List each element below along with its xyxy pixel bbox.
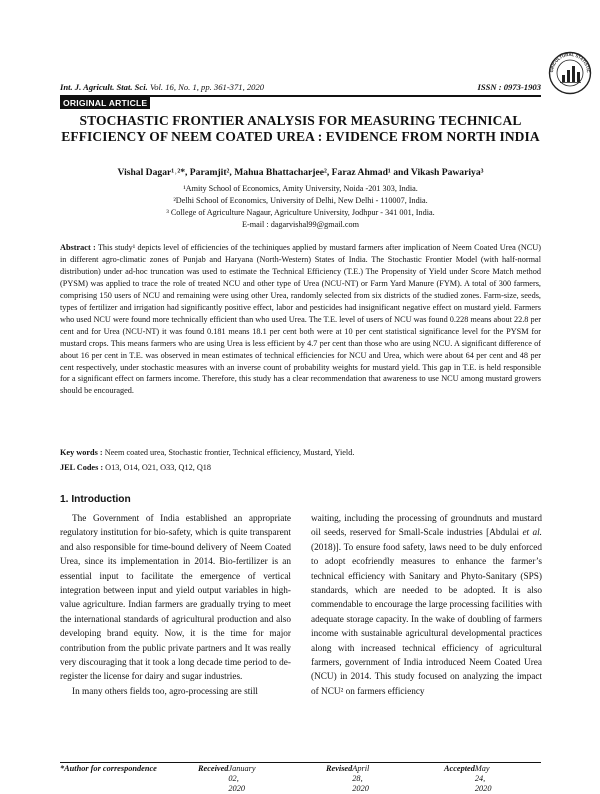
abstract (60, 242, 541, 397)
jel-label: JEL Codes : (60, 463, 104, 472)
body-column-left (60, 512, 291, 699)
received-label: Received (198, 764, 229, 773)
paragraph: The Government of India established an appropriate regulatory institution for bio-safety, which is quite transparent and also responsible for time-bound delivery of Neem Coated Ureа, since its implementation in 2014. Bio-fertilizer is an essential input to facilitate the emergence of vertical integration between input and yield output variables in high-value agriculture. Indian farmers are gradually trying to meet the international standards of agricultural production and also developing brand equity. Now, it is the time for major contribution from the public private partners and It was really very discouraging that it took a long decade time period to de-register the license for dairy and sugar industries. (60, 514, 291, 683)
correspondence-label: *Author for correspondence (60, 764, 157, 773)
seal-text: GRICULTURAL STATISTIC (548, 51, 592, 73)
journal-seal-icon (548, 51, 592, 95)
author-email: E-mail : dagarvishal99@gmail.com (242, 220, 359, 229)
revised-label: Revised (326, 764, 353, 773)
accepted-label: Accepted (444, 764, 475, 773)
paragraph-text: waiting, including the processing of groundnuts and mustard oil seeds, reserved for Small-Scale industries [Abdulai (311, 514, 542, 539)
footer-rule (60, 762, 541, 763)
accepted-date (444, 764, 492, 793)
author-list: Vishal Dagar¹˒²*, Paramjit², Mahua Bhattacharjee², Faraz Ahmad¹ and Vikash Pawariya³ (117, 167, 484, 178)
paragraph-text: (2018)]. To ensure food safety, laws need to be duly enforced to adopt ecofriendly measures to enhance the farmer’s technical efficiency with Sanitary and Phyto-Sanitary (SPS) standards, which are needed to be adopted. It is also commendable to encourage the large processing facilities with adequate storage capacity. In the wake of doubling of farmers income with sustainable agricultural developmental practices along with increased technical efficiency of agricultural farmers, government of India introduced Neem Coated Urea (NCU) in 2014. This study focused on analyzing the impact of NCU² on farmers efficiency (311, 542, 542, 697)
keywords-text: Neem coated urea, Stochastic frontier, Technical efficiency, Mustard, Yield. (102, 448, 355, 457)
title-line: STOCHASTIC FRONTIER ANALYSIS FOR MEASURING TECHNICAL (79, 113, 522, 128)
received-date (198, 764, 256, 793)
jel-text: O13, O14, O21, O33, Q12, Q18 (103, 463, 212, 472)
journal-name: Int. J. Agricult. Stat. Sci. (60, 82, 148, 92)
footer (60, 764, 541, 793)
running-header (60, 82, 541, 92)
abstract-text: This study¹ depicts level of efficiencies of the techiniques applied by mustard farmers after implication of Neem Coated Urea (NCU) in different agro-climatic zones of Punjab and Haryana (North-Western) States of India. The Stochastic Frontier Model (with half-normal distribution) under ad-hoc truncation was used to estimate the Technical Efficiency (T.E.) The Propensity of Yield under Score Match method (PYSM) was applied to trace the role of treated NCU and other type of Urea (NCU-NT) or Farm Yard Manure (FYM). A total of 300 farmers, comprising 150 users of NCU and remaining were using other Urea, randomly selected from six districts of the studied zones. Farm-size, seeds, types of fertilizer and irrigation had significantly positive effect, labor and pesticides had insignificant negative effect on mustard yield. Farmers who used NCU were found more technically efficient than who used Urea. The T.E. level of users of NCU was found 0.228 means about 22.8 per cent and for Urea (NCU-NT) it was found 0.181 means 18.1 per cent both were at 10 per cent statistical significance level for the PYSM for mustard crops. This means farmers who are using Urea is less efficient by 4.7 per cent than those who are using NCU. A significant difference of about 16 per cent in T.E. was observed in mean estimates of technical efficiencies for NCU and Urea, which were about 64 per cent and 48 per cent respectively, under stochastic measures with an inverse count of probability weights for mustard yield. This gap in T.E. is held responsible for a significant effect on farmers income. Therefore, this study has a clear recommendation that awareness to use NCU among mustard growers should be encouraged. (60, 243, 542, 396)
article-type-badge: ORIGINAL ARTICLE (60, 97, 150, 109)
keywords-label: Key words : (60, 448, 103, 457)
abstract-label: Abstract : (60, 243, 96, 252)
journal-volume: Vol. 16, No. 1, pp. 361-371, 2020 (149, 82, 265, 92)
paper-title (60, 113, 541, 145)
section-heading: 1. Introduction (60, 494, 131, 505)
svg-text:AGRICULTURAL STATISTICS (548, 51, 591, 73)
revised-value: April 28, 2020 (352, 764, 370, 793)
received-value: January 02, 2020 (228, 764, 256, 793)
keywords (60, 447, 541, 458)
paragraph (311, 512, 542, 699)
affiliation: ²Delhi School of Economics, University of Delhi, New Delhi - 110007, India. (173, 196, 428, 205)
revised-date (326, 764, 370, 793)
body-column-right (311, 512, 542, 699)
journal-citation (60, 82, 264, 92)
jel-codes (60, 462, 541, 473)
title-line: EFFICIENCY OF NEEM COATED UREA : EVIDENCE FROM NORTH INDIA (61, 129, 540, 144)
citation-etal: et al. (522, 528, 542, 539)
issn: ISSN : 0973-1903 (477, 82, 541, 92)
correspondence-note (60, 764, 157, 774)
paragraph: In many others fields too, agro-processing are still (72, 686, 258, 697)
affiliation: ¹Amity School of Economics, Amity University, Noida -201 303, India. (183, 184, 418, 193)
accepted-value: May 24, 2020 (474, 764, 492, 793)
affiliation: ³ College of Agriculture Nagaur, Agriculture University, Jodhpur - 341 001, India. (166, 208, 435, 217)
